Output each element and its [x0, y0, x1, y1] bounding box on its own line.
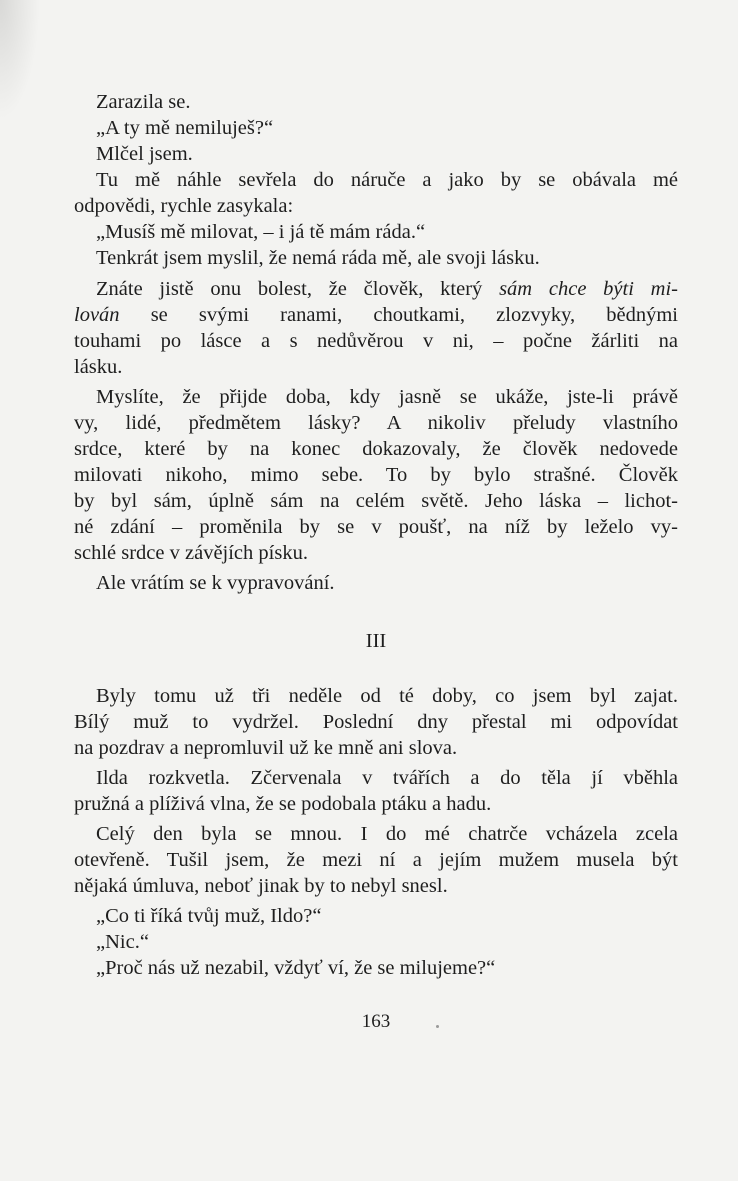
- text-line: Myslíte, že přijde doba, kdy jasně se ukáže, jste-li právě: [96, 386, 678, 408]
- italic-text-run: lován: [74, 304, 120, 326]
- text-line: Byly tomu už tři neděle od té doby, co jsem byl zajat.: [96, 685, 678, 707]
- text-line: Celý den byla se mnou. I do mé chatrče vcházela zcela: [96, 823, 678, 845]
- text-line: [74, 302, 678, 328]
- italic-text-run: sám chce býti mi-: [499, 278, 678, 300]
- text-line: „Co ti říká tvůj muž, Ildo?“: [96, 905, 322, 927]
- text-line: by byl sám, úplně sám na celém světě. Jeho láska – lichot-: [74, 490, 678, 512]
- text-line: Tenkrát jsem myslil, že nemá ráda mě, ale svoji lásku.: [96, 247, 540, 269]
- text-line: lásku.: [74, 356, 123, 378]
- text-line: Tu mě náhle sevřela do náruče a jako by se obávala mé: [96, 169, 678, 191]
- text-line: né zdání – proměnila by se v poušť, na níž by leželo vy-: [74, 516, 678, 538]
- text-line: [74, 276, 678, 302]
- text-line: „Proč nás už nezabil, vždyť ví, že se milujeme?“: [96, 957, 496, 979]
- text-line: „A ty mě nemiluješ?“: [96, 117, 274, 139]
- text-line: srdce, které by na konec dokazovaly, že člověk nedovede: [74, 438, 678, 460]
- text-line: milovati nikoho, mimo sebe. To by bylo strašné. Člověk: [74, 464, 678, 486]
- chapter-heading: III: [365, 630, 387, 652]
- text-run: se svými ranami, choutkami, zlozvyky, bědnými: [119, 304, 678, 326]
- text-line: otevřeně. Tušil jsem, že mezi ní a jejím mužem musela být: [74, 849, 678, 871]
- text-line: Ilda rozkvetla. Zčervenala v tvářích a do těla jí vběhla: [96, 767, 678, 789]
- page-number: 163: [361, 1011, 391, 1032]
- text-line: pružná a plíživá vlna, že se podobala ptáku a hadu.: [74, 793, 492, 815]
- text-line: touhami po lásce a s nedůvěrou v ni, – počne žárliti na: [74, 330, 678, 352]
- text-line: vy, lidé, předmětem lásky? A nikoliv přeludy vlastního: [74, 412, 678, 434]
- text-line: Ale vrátím se k vypravování.: [96, 572, 335, 594]
- text-run: Znáte jistě onu bolest, že člověk, který: [96, 278, 500, 300]
- paper-speck: [436, 1025, 439, 1028]
- text-line: „Nic.“: [96, 931, 149, 953]
- text-line: na pozdrav a nepromluvil už ke mně ani slova.: [74, 737, 458, 759]
- text-line: Bílý muž to vydržel. Poslední dny přestal mi odpovídat: [74, 711, 678, 733]
- page-edge-shadow: [0, 0, 40, 120]
- text-line: odpovědi, rychle zasykala:: [74, 195, 294, 217]
- text-line: „Musíš mě milovat, – i já tě mám ráda.“: [96, 221, 426, 243]
- text-line: nějaká úmluva, neboť jinak by to nebyl snesl.: [74, 875, 448, 897]
- text-line: Zarazila se.: [96, 91, 191, 113]
- text-line: schlé srdce v závějích písku.: [74, 542, 308, 564]
- text-line: Mlčel jsem.: [96, 143, 193, 165]
